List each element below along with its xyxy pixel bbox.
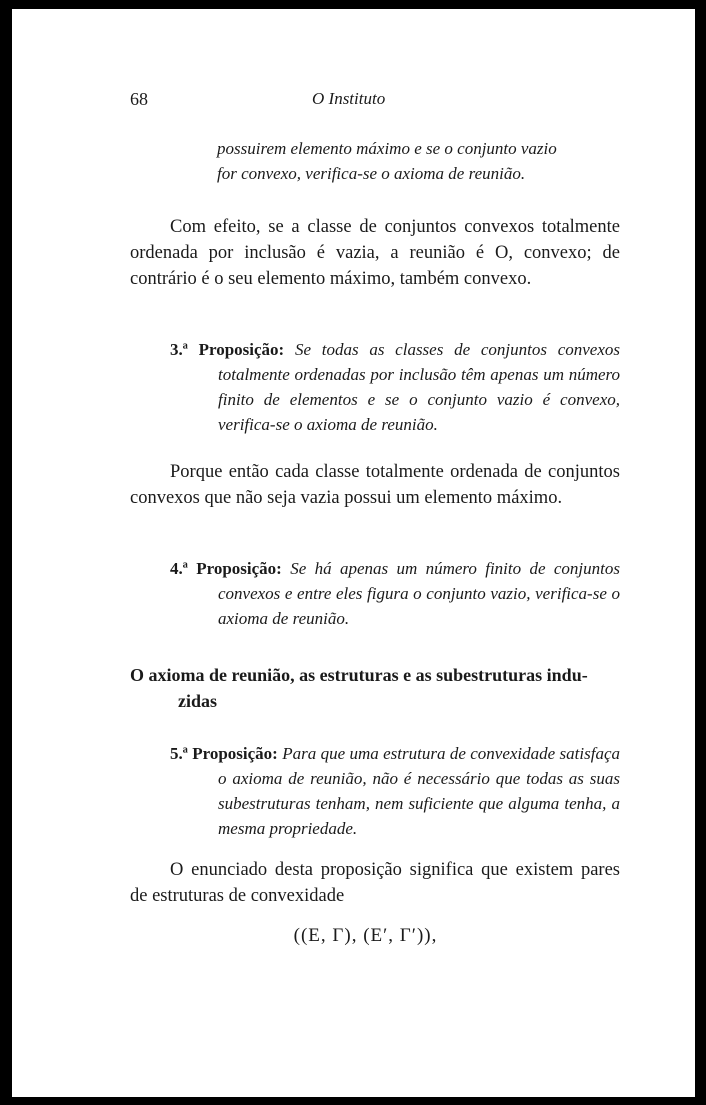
proposition-3	[170, 337, 620, 437]
proposition-text: Se todas as classes de conjuntos convexos totalmente ordenadas por inclusão têm apenas um número finito de elementos e se o conjunto vazio é convexo, verifica-se o axioma de reunião.	[218, 340, 620, 434]
proposition-4	[170, 556, 620, 631]
paragraph-porque: Porque então cada classe totalmente ordenada de conjuntos convexos que não seja vazia possui um elemento máximo.	[130, 462, 620, 508]
intro-italic-line: for convexo, verifica-se o axioma de reunião.	[217, 164, 526, 183]
paragraph-enunciado: O enunciado desta proposição significa que existem pares de estruturas de convexidade	[130, 860, 620, 906]
paragraph-com-efeito: Com efeito, se a classe de conjuntos convexos totalmente ordenada por inclusão é vazia, a reunião é O, convexo; de contrário é o seu elemento máximo, também convexo.	[130, 217, 620, 289]
proposition-text: Para que uma estrutura de convexidade satisfaça o axioma de reunião, não é necessário que todas as suas subestruturas tenham, nem suficiente que alguma tenha, a mesma propriedade.	[218, 744, 621, 838]
section-heading-line: O axioma de reunião, as estruturas e as subestruturas indu-	[130, 665, 588, 685]
page-number: 68	[130, 89, 148, 109]
running-title: O Instituto	[312, 89, 386, 108]
intro-italic-text	[217, 136, 637, 186]
proposition-label: 5.ª Proposição:	[170, 744, 278, 763]
proposition-text: Se há apenas um número finito de conjuntos convexos e entre eles figura o conjunto vazio, verifica-se o axioma de reunião.	[218, 559, 620, 628]
formula: ((E, Γ), (E′, Γ′)),	[293, 925, 438, 946]
proposition-5	[170, 741, 620, 841]
proposition-label: 4.ª Proposição:	[170, 559, 282, 578]
section-heading-line: zidas	[178, 691, 218, 711]
book-page	[12, 9, 695, 1097]
intro-italic-line: possuirem elemento máximo e se o conjunto vazio	[217, 139, 557, 158]
section-heading	[130, 662, 620, 714]
proposition-label: 3.ª Proposição:	[170, 340, 285, 359]
